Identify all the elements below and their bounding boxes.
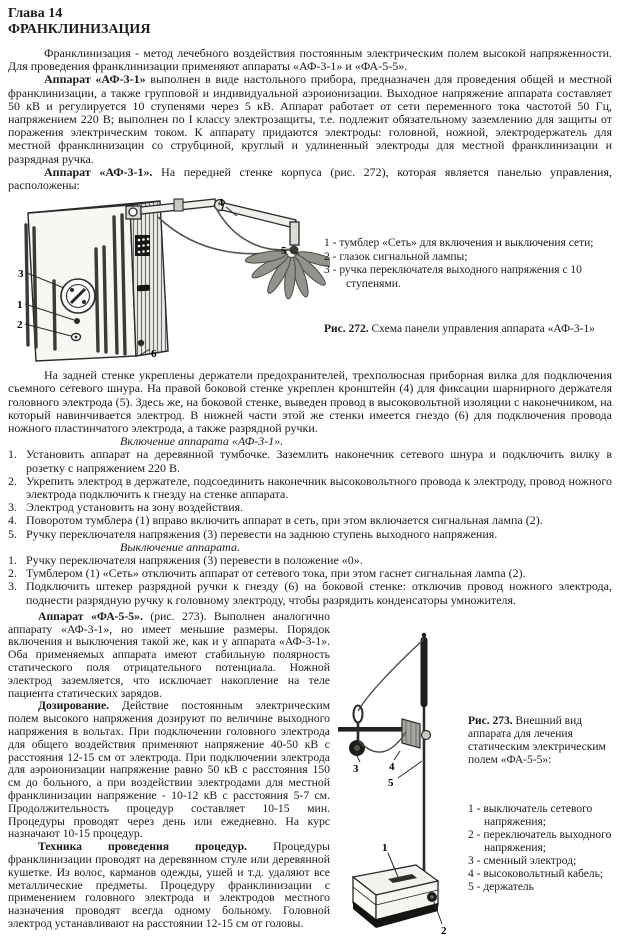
- list-item: 5. Ручку переключателя напряжения (3) перевести на заднюю ступень выходного напряжения.: [8, 526, 498, 541]
- fig273-legend-item: 4 - высоковольтный кабель;: [468, 867, 604, 880]
- list-item: 3. Подключить штекер разрядной ручки к гнезду (6) на боковой стенке: отключив провод ножного электрода, поднести разрядную ручку к головному электроду, чтобы разрядить конденсаторы умножителя.: [8, 579, 612, 607]
- fig273-legend-item: 5 - держатель: [468, 880, 534, 893]
- right-column: [330, 611, 612, 937]
- list-item: 2. Тумблером (1) «Сеть» отключить аппарат от сетевого тока, при этом гаснет сигнальная лампа (2).: [8, 566, 526, 581]
- fig272-mark-4: 4: [218, 197, 224, 210]
- fig272-legend: [324, 237, 620, 291]
- fig272-mark-3: 3: [18, 268, 24, 281]
- fig273-mark-1: 1: [382, 841, 388, 854]
- list-item: 1. Ручку переключателя напряжения (3) перевести в положение «0».: [8, 553, 363, 568]
- paragraph-dosing: Дозирование. Действие постоянным электрическим полем высокого напряжения дозируют по величине выходного напряжения в вольтах. При подключении головного электрода для общего воздействия применяют напряжение 40-50 кВ с расстояния 12-15 см от электрода. При подключении электрода для аэроионизации напряжение равно 50 кВ с расстояния 150 см до больного, а при воздействии электродами для местной франклинизации напряжение - 10-12 кВ с расстояния 5-7 см. Продолжительность процедур составляет 10-15 мин. Процедуры проводят через день или ежедневно. На курс назначают 10-15 процедур.: [8, 699, 330, 841]
- fig273-legend: [468, 803, 620, 894]
- fig272-legend-item: 3 - ручка переключателя выходного напряжения с 10 ступенями.: [324, 264, 582, 290]
- fig273-legend-item: 3 - сменный электрод;: [468, 854, 577, 867]
- fig273-illustration: [338, 629, 476, 937]
- fig273-legend-item: 2 - переключатель выходного напряжения;: [468, 828, 612, 854]
- fig273-mark-2: 2: [441, 924, 447, 937]
- paragraph-intro: Франклинизация - метод лечебного воздействия постоянным электрическим полем высокой напряженности. Для проведения франклинизации применяют аппараты «АФ-3-1» и «ФА-5-5».: [8, 46, 612, 74]
- fig272-mark-2: 2: [17, 319, 23, 332]
- figure-272: [8, 197, 612, 369]
- list-item: 4. Поворотом тумблера (1) вправо включить аппарат в сеть, при этом включается сигнальная лампа (2).: [8, 513, 543, 528]
- list-item: 3. Электрод установить на зону воздействия.: [8, 500, 244, 515]
- fig272-legend-item: 1 - тумблер «Сеть» для включения и выключения сети;: [324, 237, 594, 250]
- paragraph-front-panel: Аппарат «АФ-3-1». На передней стенке корпуса (рис. 272), которая является панелью управления, расположены:: [8, 164, 612, 193]
- page-title: ФРАНКЛИНИЗАЦИЯ: [8, 22, 151, 37]
- fig272-caption: Рис. 272. Схема панели управления аппарата «АФ-3-1»: [324, 323, 595, 336]
- fig272-mark-1: 1: [17, 299, 23, 312]
- fig272-mark-5: 5: [281, 245, 287, 258]
- paragraph-apparatus-fa55: Аппарат «ФА-5-5». (рис. 273). Выполнен аналогично аппарату «АФ-3-1», но имеет меньшие размеры. Порядок включения и выключения такой же, как и у аппарата «АФ-3-1». Оба применяемых аппарата имеют стабильную полярность статического поля отрицательного потенциала. Ножной электрод заземляется, что исключает накопление на теле пациента статических зарядов.: [8, 609, 331, 700]
- left-column: [8, 611, 330, 931]
- section-fa55: [8, 609, 612, 937]
- list-item: 2. Укрепить электрод в держателе, подсоединить наконечник высоковольтного провода к электроду, провод ножного электрода подключить к гнезду на стенке аппарата.: [8, 473, 612, 502]
- fig273-mark-4: 4: [389, 760, 395, 773]
- heading-switch-off: Выключение аппарата.: [120, 539, 240, 554]
- fig273-mark-5: 5: [388, 776, 394, 789]
- fig272-mark-6: 6: [151, 348, 157, 361]
- heading-switch-on: Включение аппарата «АФ-3-1».: [120, 434, 284, 449]
- fig272-illustration: [8, 197, 330, 369]
- fig273-caption: Рис. 273. Внешний вид аппарата для лечения статическим электрическим полем «ФА-5-5»:: [468, 714, 606, 766]
- list-item: 1. Установить аппарат на деревянной тумбочке. Заземлить наконечник сетевого шнура и подключить вилку в розетку с напряжением 220 В.: [8, 447, 612, 475]
- fig273-mark-3: 3: [353, 762, 359, 775]
- paragraph-back-panel: На задней стенке укреплены держатели предохранителей, трехполюсная приборная вилка для подключения съемного сетевого шнура. На правой боковой стенке укреплен кронштейн (4) для фиксации шарнирного держателя головного электрода (5). Здесь же, на боковой стенке, выведен провод в высоковольтной изоляции с наконечником, на который навинчивается электрод. В нижней части этой же стенки имеется гнездо (6) для подключения провода ножного пластинчатого электрода, а также разрядной ручки.: [8, 368, 612, 436]
- fig273-legend-item: 1 - выключатель сетевого напряжения;: [468, 802, 593, 828]
- paragraph-apparatus-af31: Аппарат «АФ-3-1» выполнен в виде настольного прибора, предназначен для проведения общей и местной франклинизации, а также групповой и индивидуальной аэроионизации. Выходное напряжение аппарата составляет 50 кВ и регулируется 10 ступенями через 5 кВ. Аппарат работает от сети переменного тока частотой 50 Гц, напряжением 220 В; выполнен по I классу электрозащиты, т.е. подлежит обязательному заземлению для защиты от поражения электрическим током. К аппарату придаются электроды: головной, ножной, электродержатель для местной франклинизации со струбциной, круглый и удлиненный электроды для местной франклинизации и разрядная ручка.: [8, 72, 612, 166]
- fig272-legend-item: 2 - глазок сигнальной лампы;: [324, 250, 468, 263]
- paragraph-technique: Техника проведения процедур. Процедуры франклинизации проводят на деревянном стуле или деревянной кушетке. Из волос, карманов одежды, ушей и т.д. удаляют все металлические предметы. Процедуру франклинизации с применением головного электрода и электродов местного назначения проводят всегда одному больному. Головной электрод устанавливают на расстоянии 12-15 см от головы.: [8, 840, 331, 931]
- chapter-number: Глава 14: [8, 6, 63, 21]
